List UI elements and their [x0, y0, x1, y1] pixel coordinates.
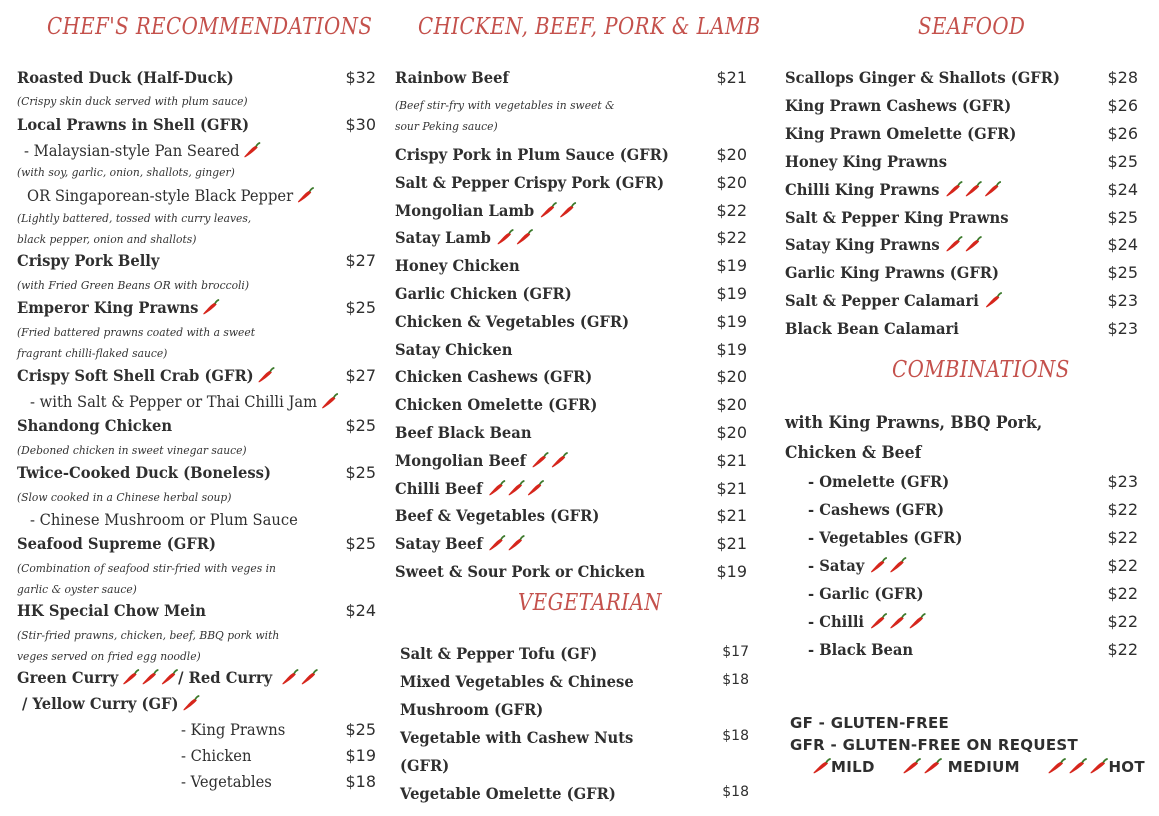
item-price: $23: [1107, 291, 1138, 311]
legend-hot: [1043, 758, 1144, 776]
chili-pepper-icon: [531, 452, 549, 468]
item-price: $19: [345, 746, 376, 765]
item-price: $21: [716, 450, 747, 470]
item-price: $23: [1107, 472, 1138, 491]
menu-item-curry: [17, 668, 357, 692]
chili-pepper-icon: [320, 393, 338, 409]
menu-item: [808, 528, 1138, 552]
chili-pepper-icon: [539, 202, 557, 218]
chili-pepper-icon: [888, 613, 906, 629]
item-name: OR Singaporean-style Black Pepper: [27, 186, 294, 205]
item-price: $22: [1107, 584, 1138, 603]
item-price: $19: [716, 339, 747, 359]
item-price: $20: [716, 423, 747, 442]
menu-item: [395, 201, 747, 225]
legend-hot-label: HOT: [1108, 758, 1145, 776]
item-name: Chilli Beef: [395, 478, 483, 498]
item-price: $21: [716, 68, 747, 87]
spice-level: [319, 392, 338, 411]
curry-option: [181, 720, 376, 744]
chili-pepper-icon: [140, 669, 158, 685]
item-name: Honey King Prawns: [785, 151, 948, 171]
menu-subitem-salt-pepper-thai: [30, 392, 350, 416]
item-price: $19: [716, 311, 747, 331]
curry-option: [181, 746, 376, 770]
item-name: Seafood Supreme (GFR): [17, 534, 216, 553]
menu-item: [395, 312, 747, 336]
menu-item: [785, 180, 1138, 204]
chili-pepper-icon: [1046, 758, 1066, 774]
item-name: Chicken Cashews (GFR): [395, 367, 593, 387]
item-name: Roasted Duck (Half-Duck): [17, 68, 234, 87]
item-price: $19: [716, 562, 747, 581]
chili-pepper-icon: [1067, 758, 1087, 774]
item-name: Chicken Omelette (GFR): [395, 395, 598, 415]
item-name: / Red Curry: [178, 668, 273, 687]
item-name: - Malaysian-style Pan Seared: [24, 141, 240, 160]
item-price: $25: [1107, 207, 1138, 227]
item-price: $25: [345, 534, 376, 553]
menu-item-seafood-supreme: [17, 534, 376, 558]
menu-item: [395, 256, 747, 280]
spice-level: [982, 291, 1001, 310]
menu-item: [395, 395, 747, 419]
spice-level: [1045, 758, 1108, 776]
item-price: $22: [1107, 528, 1138, 547]
menu-item-shandong-chicken: [17, 416, 376, 440]
item-price: $25: [1107, 263, 1138, 283]
spice-level: [295, 186, 314, 205]
item-name: - Chilli: [808, 612, 865, 631]
item-price: $32: [345, 68, 376, 87]
chili-pepper-icon: [869, 613, 887, 629]
item-name: / Yellow Curry (GF): [22, 694, 179, 713]
chili-pepper-icon: [901, 758, 921, 774]
menu-item: [808, 612, 1138, 636]
chili-pepper-icon: [515, 229, 533, 245]
spice-level: [486, 479, 544, 498]
item-price: $30: [345, 115, 376, 134]
chili-pepper-icon: [1088, 758, 1108, 774]
chili-pepper-icon: [487, 480, 505, 496]
spice-level: [241, 141, 260, 160]
item-name: Beef & Vegetables (GFR): [395, 506, 600, 526]
section-title-vegetarian: VEGETARIAN: [518, 590, 662, 616]
item-price: $20: [716, 367, 747, 387]
legend-medium-label: MEDIUM: [947, 758, 1020, 776]
legend-mild: [808, 758, 875, 776]
menu-item: [808, 472, 1138, 496]
item-price: $24: [1107, 235, 1138, 255]
item-price: $20: [716, 172, 747, 192]
chili-pepper-icon: [526, 480, 544, 496]
chili-pepper-icon: [869, 557, 887, 573]
item-name: King Prawn Omelette (GFR): [785, 123, 1017, 143]
item-name: - Vegetables (GFR): [808, 528, 963, 547]
item-price: $24: [345, 601, 376, 620]
menu-item: [395, 423, 747, 447]
menu-item-soft-shell-crab: [17, 366, 376, 390]
item-description: (Crispy skin duck served with plum sauce): [17, 94, 248, 108]
item-description: (with soy, garlic, onion, shallots, ginger): [17, 165, 235, 179]
item-price: $21: [716, 478, 747, 498]
legend-mild-label: MILD: [831, 758, 875, 776]
menu-item: [785, 291, 1138, 315]
item-price: $25: [345, 298, 376, 317]
menu-item: [395, 479, 747, 503]
item-name: - with Salt & Pepper or Thai Chilli Jam: [30, 392, 318, 411]
menu-item: [785, 96, 1138, 120]
spice-level: [486, 534, 525, 553]
menu-item: [395, 534, 747, 558]
menu-item: [395, 367, 747, 391]
item-name: - Chinese Mushroom or Plum Sauce: [30, 510, 298, 529]
item-price: $26: [1107, 95, 1138, 115]
spice-level: [180, 694, 199, 713]
item-name: Honey Chicken: [395, 256, 520, 276]
menu-item-name: Salt & Pepper Tofu (GF): [400, 644, 598, 663]
menu-item-price: $18: [722, 672, 749, 688]
item-name: Rainbow Beef: [395, 68, 509, 87]
chili-pepper-icon: [506, 480, 524, 496]
item-name: Satay Beef: [395, 534, 483, 554]
chili-pepper-icon: [121, 669, 139, 685]
item-name: Chicken & Vegetables (GFR): [395, 311, 630, 331]
chili-pepper-icon: [983, 292, 1001, 308]
curry-option: [181, 772, 376, 796]
item-price: $27: [345, 251, 376, 270]
combinations-intro: with King Prawns, BBQ Pork, Chicken & Beef: [785, 413, 1043, 463]
item-name: Black Bean Calamari: [785, 319, 959, 339]
item-price: $23: [1107, 319, 1138, 339]
menu-item-emperor-prawns: [17, 298, 376, 322]
spice-level: [943, 235, 982, 254]
menu-item-pork-belly: [17, 251, 376, 275]
menu-subitem-mushroom-plum: [30, 510, 330, 534]
item-description: (with Fried Green Beans OR with broccoli): [17, 278, 250, 292]
item-name: Crispy Soft Shell Crab (GFR): [17, 366, 254, 385]
item-price: $27: [345, 366, 376, 385]
item-name: Beef Black Bean: [395, 423, 532, 442]
item-price: $19: [716, 256, 747, 276]
menu-item: [785, 319, 1138, 343]
item-price: $20: [716, 145, 747, 164]
item-name: Crispy Pork in Plum Sauce (GFR): [395, 145, 669, 164]
menu-item: [785, 235, 1138, 259]
chili-pepper-icon: [487, 535, 505, 551]
menu-item-price: $18: [722, 728, 749, 744]
item-name: Salt & Pepper Calamari: [785, 291, 979, 311]
item-price: $22: [716, 200, 747, 220]
item-name: Mongolian Lamb: [395, 200, 535, 220]
chili-pepper-icon: [242, 142, 260, 158]
menu-item: [808, 556, 1138, 580]
chili-pepper-icon: [907, 613, 925, 629]
item-price: $26: [1107, 123, 1138, 143]
chili-pepper-icon: [964, 236, 982, 252]
spice-level: [900, 758, 942, 776]
item-name: King Prawn Cashews (GFR): [785, 95, 1012, 115]
menu-item-local-prawns: [17, 115, 376, 139]
menu-item: [395, 562, 747, 586]
menu-item-name: Mixed Vegetables & Chinese Mushroom (GFR): [400, 672, 634, 719]
menu-item: [395, 173, 747, 197]
menu-item: [395, 506, 747, 530]
item-price: $25: [345, 720, 376, 739]
chili-pepper-icon: [160, 669, 178, 685]
item-name: - Chicken: [181, 746, 252, 765]
spice-level: [255, 366, 274, 385]
item-price: $24: [1107, 179, 1138, 199]
item-price: $19: [716, 284, 747, 303]
spice-level: [495, 228, 534, 247]
legend-spice: [808, 758, 1159, 776]
legend-medium: [898, 758, 1020, 776]
menu-item-twice-cooked-duck: [17, 463, 376, 487]
chili-pepper-icon: [558, 202, 576, 218]
chili-pepper-icon: [944, 181, 962, 197]
chili-pepper-icon: [888, 557, 906, 573]
item-price: $20: [716, 395, 747, 415]
section-title-chef: CHEF'S RECOMMENDATIONS: [47, 14, 373, 40]
section-title-seafood: SEAFOOD: [918, 14, 1026, 40]
menu-item-rainbow-beef: [395, 68, 747, 92]
item-description: (Combination of seafood stir-fried with veges in garlic & oyster sauce): [17, 561, 276, 596]
menu-item: [808, 584, 1138, 608]
menu-item: [808, 500, 1138, 524]
menu-item-chow-mein: [17, 601, 376, 625]
item-price: $22: [716, 228, 747, 248]
item-price: $25: [1107, 151, 1138, 171]
item-name: - Satay: [808, 556, 865, 575]
item-name: Satay Chicken: [395, 339, 513, 359]
item-name: Chilli King Prawns: [785, 179, 940, 199]
item-name: Satay Lamb: [395, 228, 491, 248]
item-description: (Stir-fried prawns, chicken, beef, BBQ pork with veges served on fried egg noodle): [17, 628, 280, 663]
item-name: - Garlic (GFR): [808, 584, 924, 603]
spice-level: [120, 668, 178, 687]
section-title-combinations: COMBINATIONS: [892, 357, 1070, 383]
menu-item: [785, 124, 1138, 148]
item-name: Scallops Ginger & Shallots (GFR): [785, 68, 1060, 87]
chili-pepper-icon: [550, 452, 568, 468]
item-price: $22: [1107, 500, 1138, 519]
item-name: Satay King Prawns: [785, 235, 940, 255]
item-name: Mongolian Beef: [395, 450, 526, 470]
menu-item: [395, 284, 747, 308]
item-price: $25: [345, 416, 376, 435]
item-price: $21: [716, 534, 747, 554]
menu-item-curry-yellow: [22, 694, 322, 718]
chili-pepper-icon: [922, 758, 942, 774]
spice-level: [943, 180, 1001, 199]
menu-item: [395, 451, 747, 475]
item-name: HK Special Chow Mein: [17, 601, 206, 620]
menu-item: [808, 640, 1138, 664]
item-price: $25: [345, 463, 376, 482]
item-price: $21: [716, 506, 747, 526]
item-name: Crispy Pork Belly: [17, 251, 160, 270]
item-name: Salt & Pepper King Prawns: [785, 207, 1009, 227]
item-price: $22: [1107, 612, 1138, 631]
item-name: Sweet & Sour Pork or Chicken: [395, 562, 645, 581]
item-name: - Cashews (GFR): [808, 500, 945, 519]
spice-level: [810, 758, 831, 776]
item-description: (Beef stir-fry with vegetables in sweet & sour Peking sauce): [395, 98, 615, 133]
chili-pepper-icon: [201, 299, 219, 315]
item-name: Twice-Cooked Duck (Boneless): [17, 463, 271, 482]
item-name: - Black Bean: [808, 640, 914, 659]
item-name: - King Prawns: [181, 720, 286, 739]
item-description: (Fried battered prawns coated with a sweet fragrant chilli-flaked sauce): [17, 325, 256, 360]
menu-item: [785, 263, 1138, 287]
spice-level: [868, 612, 926, 631]
chili-pepper-icon: [280, 669, 298, 685]
menu-item: [785, 68, 1138, 92]
item-name: - Vegetables: [181, 772, 272, 791]
chili-pepper-icon: [496, 229, 514, 245]
item-name: Green Curry: [17, 668, 119, 687]
legend-gf: GF - GLUTEN-FREE: [790, 714, 950, 732]
item-name: Local Prawns in Shell (GFR): [17, 115, 250, 134]
menu-item: [395, 340, 747, 364]
menu-item-name: Vegetable Omelette (GFR): [400, 784, 616, 803]
chili-pepper-icon: [944, 236, 962, 252]
item-name: Garlic King Prawns (GFR): [785, 263, 999, 283]
chili-pepper-icon: [963, 181, 981, 197]
spice-level: [538, 201, 577, 220]
spice-level: [868, 556, 907, 575]
section-title-meat: CHICKEN, BEEF, PORK & LAMB: [418, 14, 761, 40]
item-name: Salt & Pepper Crispy Pork (GFR): [395, 172, 665, 192]
legend-gfr: GFR - GLUTEN-FREE ON REQUEST: [790, 736, 1079, 754]
item-description: (Lightly battered, tossed with curry leaves, black pepper, onion and shallots): [17, 211, 252, 246]
item-description: (Slow cooked in a Chinese herbal soup): [17, 490, 232, 504]
spice-level: [279, 668, 318, 687]
menu-item-price: $18: [722, 784, 749, 800]
spice-level: [200, 298, 219, 317]
menu-item-name: Vegetable with Cashew Nuts (GFR): [400, 728, 634, 775]
menu-item: [785, 152, 1138, 176]
item-price: $18: [345, 772, 376, 791]
item-name: Emperor King Prawns: [17, 298, 199, 317]
item-price: $22: [1107, 556, 1138, 575]
item-name: - Omelette (GFR): [808, 472, 950, 491]
chili-pepper-icon: [299, 669, 317, 685]
menu-item: [785, 208, 1138, 232]
menu-item: [395, 145, 747, 169]
chili-pepper-icon: [983, 181, 1001, 197]
chili-pepper-icon: [296, 187, 314, 203]
menu-item-price: $17: [722, 644, 749, 660]
chili-pepper-icon: [811, 758, 831, 774]
menu-item-roasted-duck: [17, 68, 376, 92]
item-name: Shandong Chicken: [17, 416, 173, 435]
item-name: Garlic Chicken (GFR): [395, 284, 572, 303]
menu-item: [395, 228, 747, 252]
chili-pepper-icon: [181, 695, 199, 711]
menu-subitem-singaporean: [27, 186, 347, 210]
item-price: $28: [1107, 68, 1138, 87]
item-description: (Deboned chicken in sweet vinegar sauce): [17, 443, 247, 457]
spice-level: [530, 451, 569, 470]
item-price: $22: [1107, 640, 1138, 659]
chili-pepper-icon: [256, 367, 274, 383]
chili-pepper-icon: [507, 535, 525, 551]
